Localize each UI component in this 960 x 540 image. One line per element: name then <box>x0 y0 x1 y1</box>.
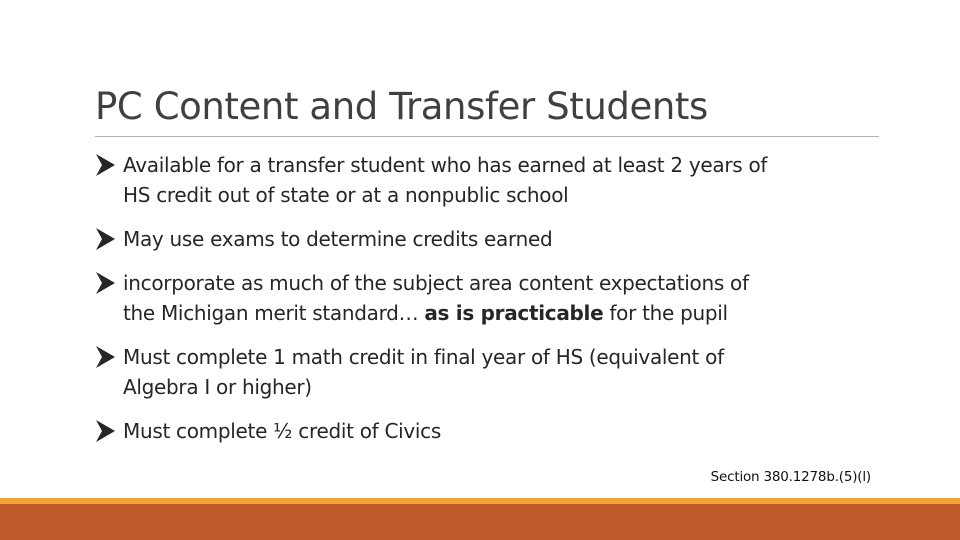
bullet-item <box>96 268 886 328</box>
bullet-line <box>123 298 886 328</box>
bullet-line: Must complete ½ credit of Civics <box>123 419 441 443</box>
bullet-item <box>96 416 886 446</box>
citation: Section 380.1278b.(5)(l) <box>710 469 871 485</box>
bullet-text: for the pupil <box>603 301 728 325</box>
bullet-line: May use exams to determine credits earned <box>123 227 553 251</box>
arrow-bullet-icon <box>96 420 115 442</box>
arrow-bullet-icon <box>96 346 115 368</box>
bullet-line: Algebra I or higher) <box>123 375 312 399</box>
bullet-text: the Michigan merit standard… <box>123 301 425 325</box>
bullet-emphasis: as is practicable <box>424 301 604 325</box>
bullet-item <box>96 224 886 254</box>
arrow-bullet-icon <box>96 228 115 250</box>
bullet-item <box>96 150 886 210</box>
bullet-line: HS credit out of state or at a nonpublic school <box>123 183 569 207</box>
footer-band <box>0 504 960 540</box>
bullet-line: Must complete 1 math credit in final year of HS (equivalent of <box>123 345 724 369</box>
bullet-line: Available for a transfer student who has earned at least 2 years of <box>123 153 768 177</box>
bullet-line: incorporate as much of the subject area content expectations of <box>123 271 749 295</box>
bullet-list <box>96 150 886 446</box>
bullet-item <box>96 342 886 402</box>
slide-title: PC Content and Transfer Students <box>95 85 708 128</box>
arrow-bullet-icon <box>96 154 115 176</box>
arrow-bullet-icon <box>96 272 115 294</box>
title-divider <box>95 136 879 137</box>
